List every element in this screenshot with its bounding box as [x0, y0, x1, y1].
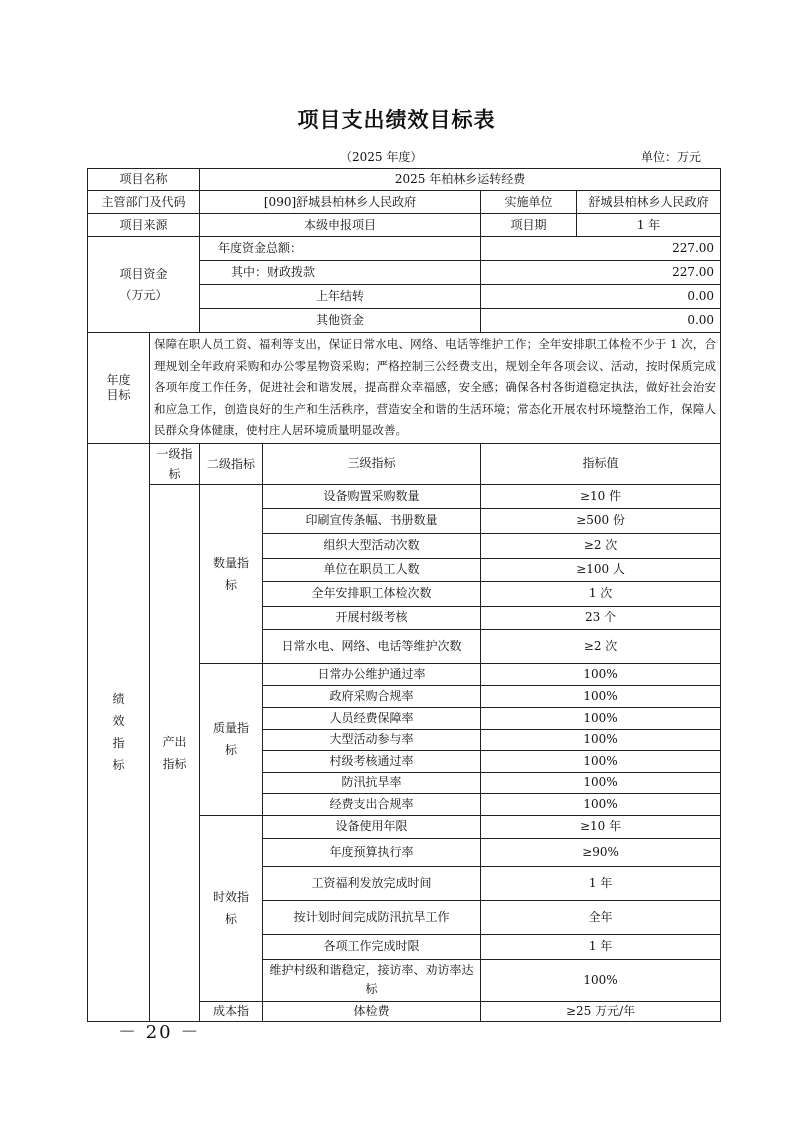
- indicator-value: 100%: [481, 793, 721, 815]
- indicator-name: 组织大型活动次数: [263, 533, 481, 558]
- indicator-value: ≥500 份: [481, 508, 721, 533]
- indicator-name: 大型活动参与率: [263, 729, 481, 750]
- funds-row-label: 其他资金: [200, 309, 481, 333]
- indicator-value: ≥100 人: [481, 558, 721, 581]
- indicator-name: 经费支出合规率: [263, 793, 481, 815]
- project-name-value: 2025 年柏林乡运转经费: [200, 169, 721, 191]
- indicator-name: 年度预算执行率: [263, 838, 481, 866]
- source-value: 本级申报项目: [200, 214, 481, 237]
- page-number: － 20 －: [118, 1022, 201, 1043]
- header-level1: 一级指标: [150, 443, 200, 484]
- perf-label-char: 标: [112, 758, 125, 772]
- indicator-value: ≥10 件: [481, 484, 721, 508]
- page-title: 项目支出绩效目标表: [297, 107, 496, 132]
- indicator-name: 全年安排职工体检次数: [263, 581, 481, 606]
- indicator-name: 各项工作完成时限: [263, 934, 481, 959]
- indicator-value: ≥25 万元/年: [481, 1001, 721, 1021]
- indicator-name: 设备使用年限: [263, 815, 481, 838]
- indicator-value: 1 年: [481, 866, 721, 900]
- indicator-value: 1 年: [481, 934, 721, 959]
- indicator-value: 1 次: [481, 581, 721, 606]
- header-value: 指标值: [481, 443, 721, 484]
- funds-row-label: 其中：财政拨款: [200, 261, 481, 285]
- indicator-value: 100%: [481, 685, 721, 707]
- header-level3: 三级指标: [263, 443, 481, 484]
- indicator-name: 单位在职员工人数: [263, 558, 481, 581]
- annual-goal-label-line: 年度: [106, 372, 131, 387]
- indicator-value: 100%: [481, 707, 721, 729]
- indicator-value: 23 个: [481, 606, 721, 629]
- funds-row-value: 0.00: [481, 309, 721, 333]
- funds-row-value: 227.00: [481, 261, 721, 285]
- header-level2: 二级指标: [200, 443, 263, 484]
- cost-label: 成本指: [200, 1001, 263, 1021]
- funds-label: 项目资金: [119, 266, 168, 281]
- impl-value: 舒城县柏林乡人民政府: [577, 191, 721, 214]
- indicator-name: 工资福利发放完成时间: [263, 866, 481, 900]
- period-label: 项目期: [481, 214, 577, 237]
- indicator-name: 人员经费保障率: [263, 707, 481, 729]
- indicator-name: 体检费: [263, 1001, 481, 1021]
- performance-target-table: [87, 168, 721, 1022]
- perf-indicator-label: [88, 443, 150, 1021]
- perf-label-char: 绩: [112, 692, 125, 706]
- funds-row-value: 0.00: [481, 285, 721, 309]
- dept-label: 主管部门及代码: [88, 191, 200, 214]
- indicator-value: 100%: [481, 663, 721, 685]
- project-name-label: 项目名称: [88, 169, 200, 191]
- annual-goal-label: [88, 333, 150, 444]
- funds-row-value: 227.00: [481, 237, 721, 261]
- funds-row-label: 上年结转: [200, 285, 481, 309]
- indicator-value: 100%: [481, 750, 721, 772]
- level1-output: 产出指标: [150, 484, 200, 1021]
- perf-label-char: 指: [112, 736, 125, 750]
- indicator-name: 村级考核通过率: [263, 750, 481, 772]
- indicator-value: 100%: [481, 772, 721, 793]
- indicator-name: 日常水电、网络、电话等维护次数: [263, 629, 481, 663]
- indicator-value: 全年: [481, 900, 721, 934]
- unit-label: 单位：万元: [641, 150, 702, 164]
- timeliness-label: 时效指标: [200, 815, 263, 1001]
- funds-label-cell: [88, 237, 200, 333]
- indicator-name: 政府采购合规率: [263, 685, 481, 707]
- impl-label: 实施单位: [481, 191, 577, 214]
- indicator-value: ≥90%: [481, 838, 721, 866]
- indicator-value: ≥10 年: [481, 815, 721, 838]
- quantity-label: 数量指标: [200, 484, 263, 663]
- indicator-name: 防汛抗旱率: [263, 772, 481, 793]
- indicator-name: 开展村级考核: [263, 606, 481, 629]
- funds-unit: （万元）: [119, 287, 168, 302]
- indicator-name: 维护村级和谐稳定，接访率、劝访率达标: [263, 959, 481, 1001]
- indicator-name: 日常办公维护通过率: [263, 663, 481, 685]
- indicator-name: 设备购置采购数量: [263, 484, 481, 508]
- dept-value: [090]舒城县柏林乡人民政府: [200, 191, 481, 214]
- indicator-value: 100%: [481, 729, 721, 750]
- funds-row-label: 年度资金总额：: [200, 237, 481, 261]
- quality-label: 质量指标: [200, 663, 263, 815]
- perf-label-char: 效: [112, 714, 125, 728]
- indicator-value: ≥2 次: [481, 629, 721, 663]
- indicator-name: 印刷宣传条幅、书册数量: [263, 508, 481, 533]
- period-value: 1 年: [577, 214, 721, 237]
- indicator-value: 100%: [481, 959, 721, 1001]
- source-label: 项目来源: [88, 214, 200, 237]
- indicator-name: 按计划时间完成防汛抗旱工作: [263, 900, 481, 934]
- annual-goal-text: 保障在职人员工资、福利等支出，保证日常水电、网络、电话等维护工作；全年安排职工体检不少于 1 次，合理规划全年政府采购和办公零星物资采购；严格控制三公经费支出，规划全年各项会议、活动，按时保质完成各项年度工作任务，促进社会和谐发展，提高群众幸福感，安全感；确保各村各街道稳定执法，做好社会治安和应急工作，创造良好的生产和生活秩序，营造安全和谐的生活环境；常态化开展农村环境整治工作，保障人民群众身体健康，使村庄人居环境质量明显改善。: [150, 333, 721, 444]
- annual-goal-label-line: 目标: [106, 387, 131, 402]
- indicator-value: ≥2 次: [481, 533, 721, 558]
- year-label: （2025 年度）: [340, 150, 423, 164]
